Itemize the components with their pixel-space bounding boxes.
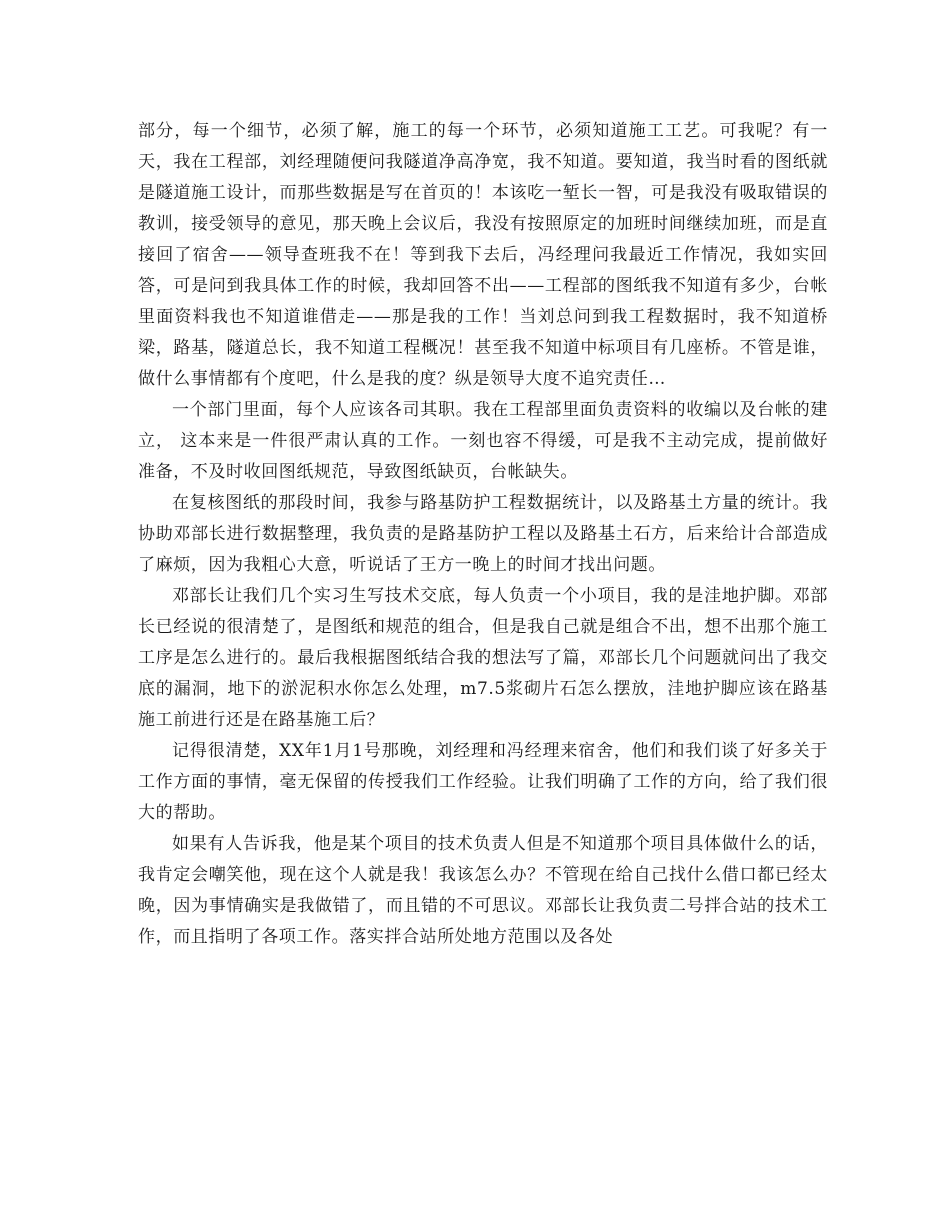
paragraph-2: 一个部门里面，每个人应该各司其职。我在工程部里面负责资料的收编以及台帐的建立， 这本来是一件很严肃认真的工作。一刻也容不得缓，可是我不主动完成，提前做好准备，不及时收回图纸规范，导致图纸缺页，台帐缺失。	[138, 400, 828, 482]
paragraph-5: 记得很清楚，XX年1月1号那晚，刘经理和冯经理来宿舍，他们和我们谈了好多关于工作方面的事情，毫无保留的传授我们工作经验。让我们明确了工作的方向，给了我们很大的帮助。	[138, 741, 828, 823]
paragraph-1: 部分，每一个细节，必须了解，施工的每一个环节，必须知道施工工艺。可我呢？有一天，我在工程部，刘经理随便问我隧道净高净宽，我不知道。要知道，我当时看的图纸就是隧道施工设计，而那些数据是写在首页的！本该吃一堑长一智，可是我没有吸取错误的教训，接受领导的意见，那天晚上会议后，我没有按照原定的加班时间继续加班，而是直接回了宿舍——领导查班我不在！等到我下去后，冯经理问我最近工作情况，我如实回答，可是问到我具体工作的时候，我却回答不出——工程部的图纸我不知道有多少，台帐里面资料我也不知道谁借走——那是我的工作！当刘总问到我工程数据时，我不知道桥梁，路基，隧道总长，我不知道工程概况！甚至我不知道中标项目有几座桥。不管是谁，做什么事情都有个度吧，什么是我的度？纵是领导大度不追究责任…	[138, 121, 828, 389]
document-body	[138, 116, 828, 953]
paragraph-3: 在复核图纸的那段时间，我参与路基防护工程数据统计，以及路基土方量的统计。我协助邓部长进行数据整理，我负责的是路基防护工程以及路基土石方，后来给计合部造成了麻烦，因为我粗心大意，听说话了王方一晚上的时间才找出问题。	[138, 493, 828, 575]
paragraph-4: 邓部长让我们几个实习生写技术交底，每人负责一个小项目，我的是洼地护脚。邓部长已经说的很清楚了，是图纸和规范的组合，但是我自己就是组合不出，想不出那个施工工序是怎么进行的。最后我根据图纸结合我的想法写了篇，邓部长几个问题就问出了我交底的漏洞，地下的淤泥积水你怎么处理，m7.5浆砌片石怎么摆放，洼地护脚应该在路基施工前进行还是在路基施工后？	[138, 586, 828, 730]
paragraph-6: 如果有人告诉我，他是某个项目的技术负责人但是不知道那个项目具体做什么的话，我肯定会嘲笑他，现在这个人就是我！我该怎么办？不管现在给自己找什么借口都已经太晚，因为事情确实是我做错了，而且错的不可思议。邓部长让我负责二号拌合站的技术工作，而且指明了各项工作。落实拌合站所处地方范围以及各处	[138, 834, 828, 947]
